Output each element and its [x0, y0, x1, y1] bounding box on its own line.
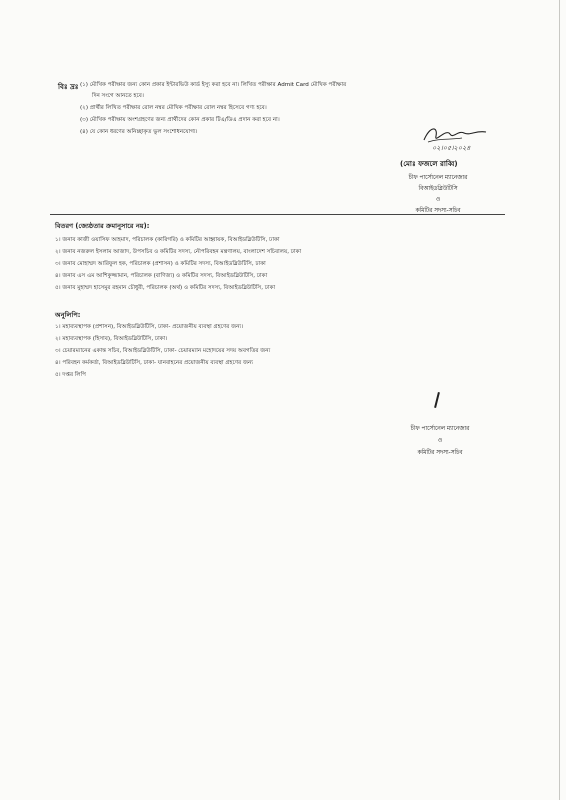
copies-title: অনুলিপি:: [55, 311, 81, 319]
note-2: (২) প্রার্থীর লিখিত পরীক্ষার রোল নম্বর মৌখিক পরীক্ষার রোল নম্বর হিসেবে গণ্য হবে।: [80, 105, 267, 111]
note-3: (৩) মৌখিক পরীক্ষায় অংশগ্রহণের জন্য প্রার্থীদের কোন প্রকার টিএ/ডিএ প্রদান করা হবে না।: [80, 117, 280, 123]
distribution-item: ৪। জনাব এস এম আশিকুজ্জামান, পরিচালক (বাণিজ্য) ও কমিটির সদস্য, বিআইডব্লিউটিসি, ঢাকা: [55, 273, 268, 279]
distribution-item: ৫। জনাব মুহাম্মদ হাসেমুর রহমান চৌধুরী, পরিচালক (অর্থ) ও কমিটির সদস্য, বিআইডব্লিউটিসি, ঢাকা: [55, 285, 276, 291]
copy-item: ৩। চেয়ারম্যানের একান্ত সচিব, বিআইডব্লিউটিসি, ঢাকা- চেয়ারম্যান মহোদয়ের সদয় অবগতির জন্য: [55, 348, 271, 354]
note-1: (১) মৌখিক পরীক্ষার জন্য কোন প্রকার ইন্টারভিউ কার্ড ইস্যু করা হবে না। লিখিত পরীক্ষার Admit Card মৌখিক পরীক্ষার: [80, 82, 347, 88]
signer-name: (মোঃ ফজলে রাব্বি): [400, 160, 458, 168]
signature-mark: [434, 392, 440, 408]
notes-label: বিঃ দ্রঃ: [58, 83, 79, 91]
copy-item: ২। মহাব্যবস্থাপক (হিসাব), বিআইডব্লিউটিসি, ঢাকা।: [55, 336, 168, 342]
bottom-signer-title: চীফ পার্সোনেল ম্যানেজার: [410, 426, 470, 432]
distribution-item: ১। জনাব কাজী ওয়াসিফ আহমাদ, পরিচালক (কারিগরি) ও কমিটির আহ্বায়ক, বিআইডব্লিউটিসি, ঢাকা: [55, 237, 280, 243]
signer-committee-role: কমিটির সদস্য-সচিব: [415, 208, 461, 214]
copy-item: ৪। পরিবহন কর্মকর্তা, বিআইডব্লিউটিসি, ঢাকা- যানবাহনের প্রয়োজনীয় ব্যবস্থা গ্রহণের জন্য: [55, 360, 253, 366]
note-1-cont: দিন সংগে আনতে হবে।: [92, 93, 144, 99]
bottom-signer-conjunction: ও: [437, 438, 443, 444]
note-4: (৪) যে কোন ধরণের অনিচ্ছাকৃত ভুল সংশোধনযোগ্য।: [80, 129, 198, 135]
distribution-item: ২। জনাব নজরুল ইসলাম আজাদ, উপসচিব ও কমিটির সদস্য, নৌপরিবহন মন্ত্রণালয়, বাংলাদেশ সচিবালয়, ঢাকা: [55, 249, 302, 255]
page-edge: [559, 0, 560, 800]
signer-title: চীফ পার্সোনেল ম্যানেজার: [408, 175, 468, 181]
copy-item: ১। মহাব্যবস্থাপক (প্রশাসন), বিআইডব্লিউটিসি, ঢাকা- প্রয়োজনীয় ব্যবস্থা গ্রহণের জন্য।: [55, 324, 244, 330]
signer-conjunction: ও: [435, 197, 441, 203]
distribution-item: ৩। জনাব মোহাম্মদ আরিফুল হক, পরিচালক (প্রশাসন) ও কমিটির সদস্য, বিআইডব্লিউটিসি, ঢাকা: [55, 261, 266, 267]
section-divider: [50, 214, 505, 215]
distribution-title: বিতরণ (জ্যেষ্ঠতার ক্রমানুসারে নয়):: [55, 222, 150, 230]
signature-date: ০২।০৫।২০২৪: [432, 144, 471, 152]
bottom-signer-committee-role: কমিটির সদস্য-সচিব: [417, 450, 463, 456]
signer-org: বিআইডব্লিউটিসি: [418, 186, 458, 192]
copy-item: ৫। দপ্তর লিপি: [55, 372, 86, 378]
